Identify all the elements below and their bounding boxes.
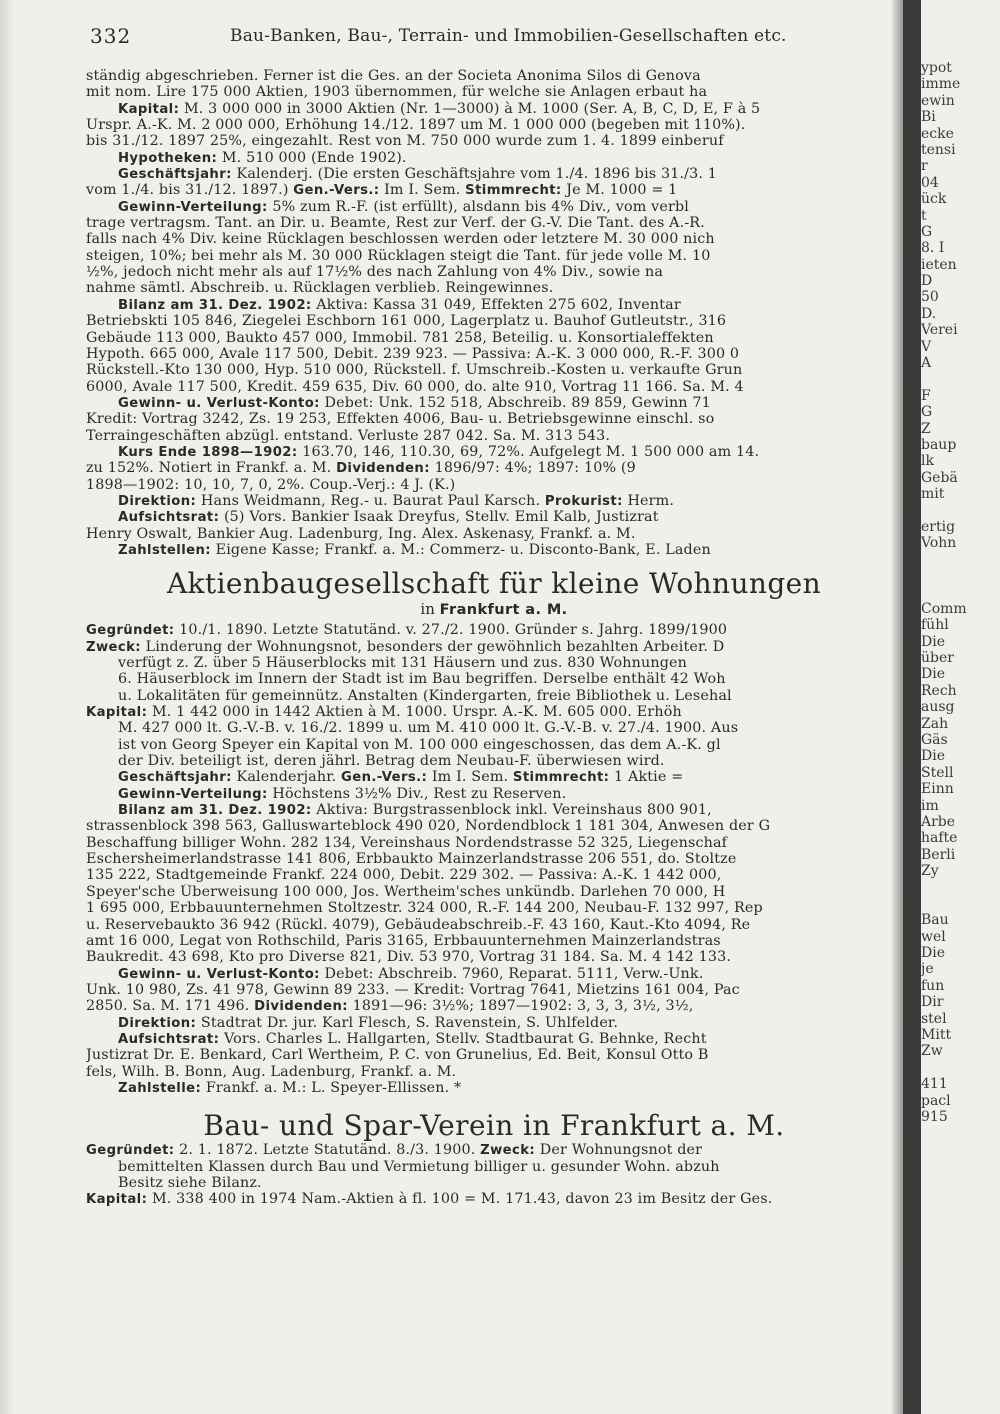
text-line: fels, Wilh. B. Bonn, Aug. Ladenburg, Frankf. a. M. <box>86 1063 457 1080</box>
text-line <box>86 395 902 411</box>
field-text: zu 152%. Notiert in Frankf. a. M. <box>86 460 337 477</box>
location-prefix: in <box>420 600 440 619</box>
adjacent-fragment: G <box>921 404 933 421</box>
field-text: Kalenderj. (Die ersten Geschäftsjahre vom 1./4. 1896 bis 31./3. 1 <box>231 166 718 183</box>
adjacent-fragment <box>921 503 1000 519</box>
adjacent-fragment: ewin <box>921 92 955 109</box>
text-line <box>86 509 902 525</box>
text-line <box>86 297 902 313</box>
adjacent-fragment: ypot <box>921 60 952 76</box>
section-aktienbau-body <box>86 622 902 1096</box>
field-text: Frankf. a. M.: L. Speyer-Ellissen. * <box>201 1079 462 1096</box>
text-line <box>86 542 902 558</box>
field-text: 163.70, 146, 110.30, 69, 72%. Aufgelegt M. 1 500 000 am 14. <box>297 443 760 460</box>
adjacent-fragment: tensi <box>921 141 956 158</box>
text-line <box>86 998 902 1014</box>
text-line <box>86 622 902 638</box>
field-label: Geschäftsjahr: <box>118 167 232 183</box>
adjacent-fragment: wel <box>921 928 946 945</box>
company-title: Aktienbaugesellschaft für kleine Wohnungen <box>166 567 822 601</box>
field-text: Aktiva: Burgstrassenblock inkl. Vereinshaus 800 901, <box>311 802 712 819</box>
field-label: Kurs Ende 1898—1902: <box>118 444 298 460</box>
adjacent-fragment: im <box>921 797 939 814</box>
adjacent-fragment <box>921 568 1000 584</box>
adjacent-fragment: ausg <box>921 699 955 716</box>
adjacent-fragment: stel <box>921 1010 947 1027</box>
text-line: Speyer'sche Überweisung 100 000, Jos. Wertheim'sches unkündb. Darlehen 70 000, H <box>86 883 726 900</box>
text-line <box>86 1142 902 1158</box>
text-line <box>86 493 902 509</box>
adjacent-fragment: Die <box>921 945 945 962</box>
text-line: 1 695 000, Erbbauunternehmen Stoltzestr. 324 000, R.-F. 144 200, Neubau-F. 132 997, Rep <box>86 900 763 917</box>
field-label: Zweck: <box>86 639 141 655</box>
field-text: 5% zum R.-F. (ist erfüllt), alsdann bis 4% Div., vom verbl <box>267 198 690 215</box>
adjacent-fragment: Dir <box>921 994 944 1011</box>
adjacent-fragment: Rech <box>921 682 957 699</box>
field-text: Stadtrat Dr. jur. Karl Flesch, S. Ravenstein, S. Uhlfelder. <box>196 1014 619 1031</box>
adjacent-fragment: Vohn <box>921 535 957 552</box>
text-line: bemittelten Klassen durch Bau und Vermietung billiger u. gesunder Wohn. abzuh <box>118 1158 720 1175</box>
text-line <box>86 1080 902 1096</box>
adjacent-fragment: Stell <box>921 764 954 781</box>
text-line <box>86 802 902 818</box>
field-text: Hans Weidmann, Reg.- u. Baurat Paul Karsch. <box>196 492 545 509</box>
company-heading-bauverein <box>86 1110 902 1142</box>
adjacent-fragment: Z <box>921 420 931 437</box>
field-text: M. 1 442 000 in 1442 Aktien à M. 1000. Urspr. A.-K. M. 605 000. Erhöh <box>147 704 682 721</box>
field-label: Gegründet: <box>86 1143 175 1159</box>
adjacent-fragment: D. <box>921 305 937 322</box>
adjacent-fragment: A <box>921 355 932 372</box>
adjacent-fragment: 04 <box>921 174 939 191</box>
adjacent-fragment: Bau <box>921 912 949 929</box>
adjacent-fragment: Die <box>921 633 945 650</box>
field-text: Debet: Unk. 152 518, Abschreib. 89 859, Gewinn 71 <box>319 394 711 411</box>
adjacent-fragment: ertig <box>921 518 956 535</box>
text-line: 1898—1902: 10, 10, 7, 0, 2%. Coup.-Verj.: 4 J. (K.) <box>86 476 456 493</box>
field-text: Vors. Charles L. Hallgarten, Stellv. Stadtbaurat G. Behnke, Recht <box>219 1030 707 1047</box>
field-label: Gewinn-Verteilung: <box>118 786 268 802</box>
adjacent-fragment: 411 <box>921 1076 948 1093</box>
text-line <box>86 769 902 785</box>
text-line: Kredit: Vortrag 3242, Zs. 19 253, Effekten 4006, Bau- u. Betriebsgewinne einschl. so <box>86 411 715 428</box>
field-label: Dividenden: <box>336 461 430 477</box>
text-line: Betriebskti 105 846, Ziegelei Eschborn 161 000, Lagerplatz u. Bauhof Gutleutstr., 316 <box>86 313 727 330</box>
field-label: Gewinn- u. Verlust-Konto: <box>118 395 320 411</box>
text-line: verfügt z. Z. über 5 Häuserblocks mit 131 Häusern und zus. 830 Wohnungen <box>118 655 687 671</box>
text-line <box>86 199 902 215</box>
adjacent-fragment: Die <box>921 666 945 683</box>
location-place: Frankfurt a. M. <box>439 602 568 619</box>
scan-edge <box>0 0 14 1414</box>
adjacent-fragment <box>921 552 1000 568</box>
field-label: Stimmrecht: <box>512 770 610 786</box>
adjacent-fragment: G <box>921 223 933 240</box>
adjacent-fragment: t <box>921 207 927 224</box>
text-line <box>86 182 902 198</box>
field-label: Gewinn- u. Verlust-Konto: <box>118 966 320 982</box>
text-line: steigen, 10%; bei mehr als M. 30 000 Rücklagen steigt die Tant. für jede volle M. 10 <box>86 247 711 264</box>
text-line: ½%, jedoch nicht mehr als auf 17½% des nach Zahlung von 4% Div., sowie na <box>86 264 664 281</box>
text-column <box>86 68 902 1408</box>
field-text: Der Wohnungsnot der <box>535 1142 703 1159</box>
company-heading-aktienbau <box>86 568 902 618</box>
field-label: Zahlstelle: <box>118 1080 202 1096</box>
adjacent-fragment: ück <box>921 191 947 208</box>
text-line <box>86 166 902 182</box>
field-text: M. 510 000 (Ende 1902). <box>217 149 407 166</box>
binding-shadow <box>892 0 903 1414</box>
field-label: Prokurist: <box>544 493 623 509</box>
field-text: 1891—96: 3½%; 1897—1902: 3, 3, 3, 3½, 3½, <box>347 998 694 1015</box>
adjacent-fragment: mit <box>921 486 945 503</box>
page-header <box>90 24 890 50</box>
field-label: Aufsichtsrat: <box>118 510 220 526</box>
text-line: Hypoth. 665 000, Avale 117 500, Debit. 239 923. — Passiva: A.-K. 3 000 000, R.-F. 300 0 <box>86 345 740 362</box>
field-text: M. 3 000 000 in 3000 Aktien (Nr. 1—3000) à M. 1000 (Ser. A, B, C, D, E, F à 5 <box>179 100 761 117</box>
field-label: Gewinn-Verteilung: <box>118 199 268 215</box>
page-number: 332 <box>90 24 132 48</box>
adjacent-fragment: ieten <box>921 256 957 273</box>
text-line: M. 427 000 lt. G.-V.-B. v. 16./2. 1899 u. um M. 410 000 lt. G.-V.-B. v. 27./4. 1900. Aus <box>118 720 739 737</box>
adjacent-fragment <box>921 880 1000 896</box>
adjacent-fragment: Comm <box>921 600 967 617</box>
text-line: nahme sämtl. Abschreib. u. Rücklagen verblieb. Reingewinnes. <box>86 280 554 297</box>
field-text: 2. 1. 1872. Letzte Statutänd. 8./3. 1900. <box>174 1142 481 1159</box>
adjacent-fragment: über <box>921 650 954 667</box>
adjacent-fragment: 915 <box>921 1109 948 1125</box>
adjacent-fragment: Zy <box>921 863 939 880</box>
field-text: 1 Aktie = <box>609 769 684 786</box>
adjacent-fragment: V <box>921 338 932 355</box>
field-label: Zahlstellen: <box>118 542 211 558</box>
field-text: Aktiva: Kassa 31 049, Effekten 275 602, Inventar <box>311 296 681 313</box>
text-line: Justizrat Dr. E. Benkard, Carl Wertheim, P. C. von Grunelius, Ed. Beit, Konsul Otto B <box>86 1047 709 1064</box>
adjacent-fragment: Gäs <box>921 732 948 749</box>
adjacent-fragment <box>921 585 1000 601</box>
field-label: Direktion: <box>118 1015 197 1031</box>
section-bauverein-body <box>86 1142 902 1207</box>
adjacent-fragment: hafte <box>921 830 958 847</box>
field-label: Aufsichtsrat: <box>118 1031 220 1047</box>
field-label: Geschäftsjahr: <box>118 770 232 786</box>
text-line: Beschaffung billiger Wohn. 282 134, Vereinshaus Nordendstrasse 52 325, Liegenschaf <box>86 834 728 851</box>
text-line: 6. Häuserblock im Innern der Stadt ist im Bau begriffen. Derselbe enthält 42 Woh <box>118 671 726 688</box>
field-label: Kapital: <box>118 101 180 117</box>
adjacent-fragment: r <box>921 158 928 175</box>
adjacent-fragment: Zw <box>921 1043 943 1060</box>
field-text: 10./1. 1890. Letzte Statutänd. v. 27./2. 1900. Gründer s. Jahrg. 1899/1900 <box>174 622 728 639</box>
field-label: Bilanz am 31. Dez. 1902: <box>118 297 312 313</box>
text-line: Henry Oswalt, Bankier Aug. Ladenburg, Ing. Alex. Askenasy, Frankf. a. M. <box>86 525 636 542</box>
text-line: der Div. beteiligt ist, deren jährl. Betrag dem Neubau-F. überwiesen wird. <box>118 753 665 770</box>
adjacent-fragment: Berli <box>921 846 956 863</box>
binding-gutter <box>903 0 921 1414</box>
text-line: Eschersheimerlandstrasse 141 806, Erbbaukto Mainzerlandstrasse 206 551, do. Stoltze <box>86 851 737 868</box>
field-text: Linderung der Wohnungsnot, besonders der gewöhnlich bezahlten Arbeiter. D <box>140 638 725 655</box>
text-line <box>86 786 902 802</box>
adjacent-fragment: je <box>921 961 934 978</box>
text-line: 6000, Avale 117 500, Kredit. 459 635, Div. 60 000, do. alte 910, Vortrag 11 166. Sa. M. 4 <box>86 378 744 395</box>
adjacent-fragment: 8. I <box>921 240 945 257</box>
text-line: falls nach 4% Div. keine Rücklagen beschlossen werden oder letztere M. 30 000 nich <box>86 231 715 248</box>
adjacent-fragment: 50 <box>921 289 939 306</box>
adjacent-fragment: Einn <box>921 781 954 798</box>
text-line: mit nom. Lire 175 000 Aktien, 1903 übernommen, für welche sie Anlagen erbaut ha <box>86 84 708 101</box>
text-line: ist von Georg Speyer ein Kapital von M. 100 000 eingeschossen, das dem A.-K. gl <box>118 736 721 753</box>
company-location <box>86 600 902 618</box>
text-line: Urspr. A.-K. M. 2 000 000, Erhöhung 14./12. 1897 um M. 1 000 000 (begeben mit 110%). <box>86 117 746 134</box>
adjacent-fragment: lk <box>921 453 934 470</box>
text-line <box>86 101 902 117</box>
adjacent-fragment: D <box>921 273 933 290</box>
text-line: amt 16 000, Legat von Rothschild, Paris 3165, Erbbauunternehmen Mainzerlandstras <box>86 932 721 949</box>
adjacent-fragment: Gebä <box>921 469 958 486</box>
text-line: strassenblock 398 563, Galluswarteblock 490 020, Nordendblock 1 181 304, Anwesen der G <box>86 818 771 835</box>
field-label: Direktion: <box>118 493 197 509</box>
field-text: vom 1./4. bis 31./12. 1897.) <box>86 182 294 199</box>
adjacent-fragment: ecke <box>921 125 954 142</box>
field-text: Im I. Sem. <box>427 769 513 786</box>
field-label: Hypotheken: <box>118 150 218 166</box>
text-line: Unk. 10 980, Zs. 41 978, Gewinn 89 233. — Kredit: Vortrag 7641, Mietzins 161 004, Pac <box>86 981 740 998</box>
field-label: Kapital: <box>86 1192 148 1208</box>
text-line <box>86 1031 902 1047</box>
section-silos-company-continuation <box>86 68 902 558</box>
text-line <box>86 966 902 982</box>
adjacent-page-strip <box>921 60 1000 1414</box>
text-line: Rückstell.-Kto 130 000, Hyp. 510 000, Rückstell. f. Umschreib.-Kosten u. verkaufte Grun <box>86 362 743 379</box>
field-label: Kapital: <box>86 705 148 721</box>
field-text: Je M. 1000 = 1 <box>561 182 678 199</box>
text-line <box>86 150 902 166</box>
text-line: 135 222, Stadtgemeinde Frankf. 224 000, Debit. 229 302. — Passiva: A.-K. 1 442 000, <box>86 867 722 884</box>
text-line: Baukredit. 43 698, Kto pro Diverse 821, Div. 53 970, Vortrag 31 184. Sa. M. 4 142 133. <box>86 949 732 966</box>
text-line: trage vertragsm. Tant. an Dir. u. Beamte, Rest zur Verf. der G.-V. Die Tant. des A.-R. <box>86 215 705 232</box>
adjacent-fragment: Zah <box>921 715 949 732</box>
text-line: Terraingeschäften abzügl. entstand. Verluste 287 042. Sa. M. 313 543. <box>86 427 611 444</box>
field-text: 1896/97: 4%; 1897: 10% (9 <box>429 460 636 477</box>
field-label: Stimmrecht: <box>465 183 562 199</box>
adjacent-fragment: Mitt <box>921 1027 952 1044</box>
field-text: Eigene Kasse; Frankf. a. M.: Commerz- u. Disconto-Bank, E. Laden <box>210 541 711 558</box>
text-line <box>86 1015 902 1031</box>
text-line: Besitz siehe Bilanz. <box>118 1174 262 1191</box>
adjacent-fragment: pacl <box>921 1092 951 1109</box>
text-line <box>86 1191 902 1207</box>
field-label: Gegründet: <box>86 623 175 639</box>
text-line: bis 31./12. 1897 25%, eingezahlt. Rest von M. 750 000 wurde zum 1. 4. 1899 einberuf <box>86 133 724 150</box>
adjacent-fragment: Arbe <box>921 813 956 830</box>
field-label: Dividenden: <box>254 999 348 1015</box>
field-label: Gen.-Vers.: <box>341 770 428 786</box>
adjacent-fragment: Verei <box>921 322 958 339</box>
company-title-2: Bau- und Spar-Verein in Frankfurt a. M. <box>203 1109 785 1143</box>
text-line <box>86 639 902 655</box>
field-label: Zweck: <box>480 1143 536 1159</box>
adjacent-fragment <box>921 1060 1000 1076</box>
running-head: Bau-Banken, Bau-, Terrain- und Immobilien-Gesellschaften etc. <box>230 26 787 46</box>
adjacent-fragment <box>921 896 1000 912</box>
field-label: Bilanz am 31. Dez. 1902: <box>118 803 312 819</box>
text-line: u. Lokalitäten für gemeinnütz. Anstalten (Kindergarten, freie Bibliothek u. Lesehal <box>118 687 732 704</box>
text-line: u. Reservebaukto 36 942 (Rückl. 4079), Gebäudeabschreib.-F. 43 160, Kaut.-Kto 4094, Re <box>86 916 751 933</box>
field-text: M. 338 400 in 1974 Nam.-Aktien à fl. 100 = M. 171.43, davon 23 im Besitz der Ges. <box>147 1191 773 1208</box>
adjacent-fragment: Die <box>921 748 945 765</box>
field-text: Im I. Sem. <box>379 182 466 199</box>
adjacent-fragment: fühl <box>921 617 949 634</box>
field-text: 2850. Sa. M. 171 496. <box>86 998 255 1015</box>
adjacent-fragment <box>921 371 1000 387</box>
adjacent-fragment: baup <box>921 436 957 453</box>
text-line <box>86 460 902 476</box>
text-line <box>86 704 902 720</box>
field-text: Höchstens 3½% Div., Rest zu Reserven. <box>267 785 567 802</box>
text-line: ständig abgeschrieben. Ferner ist die Ges. an der Societa Anonima Silos di Genova <box>86 68 701 84</box>
field-text: Kalenderjahr. <box>231 769 342 786</box>
adjacent-fragment: F <box>921 387 931 404</box>
adjacent-fragment: Bi <box>921 109 936 126</box>
field-text: Debet: Abschreib. 7960, Reparat. 5111, Verw.-Unk. <box>319 965 704 982</box>
field-text: (5) Vors. Bankier Isaak Dreyfus, Stellv. Emil Kalb, Justizrat <box>219 509 659 526</box>
text-line: Gebäude 113 000, Baukto 457 000, Immobil. 781 258, Beteilig. u. Konsortialeffekten <box>86 329 714 346</box>
text-line <box>86 444 902 460</box>
adjacent-fragment: imme <box>921 76 961 93</box>
adjacent-fragment: fun <box>921 977 945 994</box>
field-label: Gen.-Vers.: <box>293 183 380 199</box>
field-text: Herm. <box>622 492 675 509</box>
